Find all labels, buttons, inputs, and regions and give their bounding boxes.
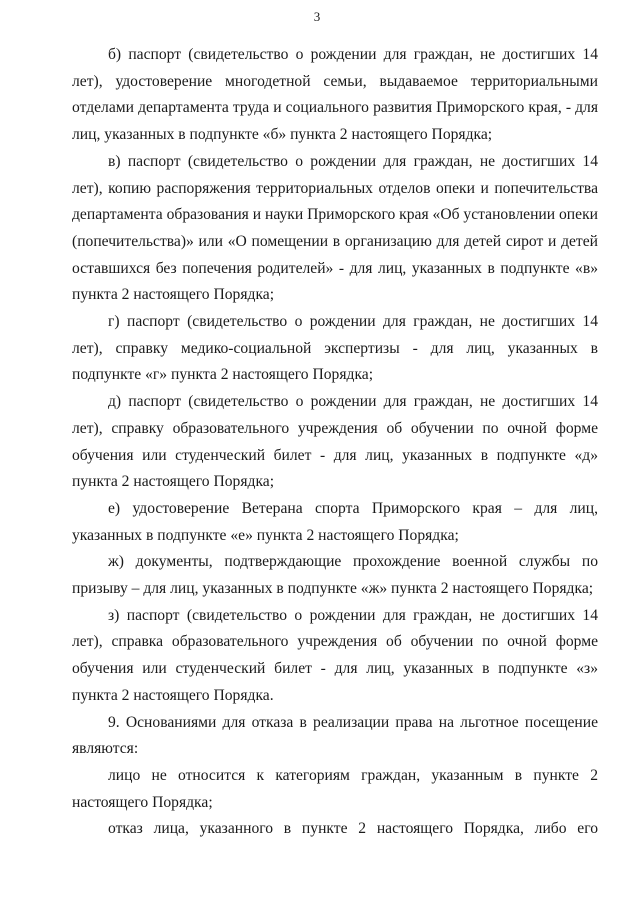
paragraph-9: 9. Основаниями для отказа в реализации права на льготное посещение являются: (72, 713, 598, 758)
paragraph-refusal-reason-2: отказ лица, указанного в пункте 2 настоящего Порядка, либо его (108, 820, 598, 838)
paragraph-e: е) удостоверение Ветерана спорта Приморского края – для лиц, указанных в подпункте «е» пункта 2 настоящего Порядка; (72, 499, 598, 544)
paragraph-zh: ж) документы, подтверждающие прохождение военной службы по призыву – для лиц, указанных в подпункте «ж» пункта 2 настоящего Порядка; (72, 553, 598, 598)
paragraph-d: д) паспорт (свидетельство о рождении для граждан, не достигших 14 лет), справку образовательного учреждения об обучении по очной форме обучения или студенческий билет - для лиц, указанных в подпункте «д» пункта 2 настоящего Порядка; (72, 393, 598, 491)
document-body (72, 42, 598, 843)
paragraph-z: з) паспорт (свидетельство о рождении для граждан, не достигших 14 лет), справка образовательного учреждения об обучении по очной форме обучения или студенческий билет - для лиц, указанных в подпункте «з» пункта 2 настоящего Порядка. (72, 606, 598, 704)
paragraph-v: в) паспорт (свидетельство о рождении для граждан, не достигших 14 лет), копию распоряжения территориальных отделов опеки и попечительства департамента образования и науки Приморского края «Об установлении опеки (попечительства)» или «О помещении в организацию для детей сирот и детей оставшихся без попечения родителей» - для лиц, указанных в подпункте «в» пункта 2 настоящего Порядка; (72, 152, 598, 304)
paragraph-b: б) паспорт (свидетельство о рождении для граждан, не достигших 14 лет), удостоверение многодетной семьи, выдаваемое территориальными отделами департамента труда и социального развития Приморского края, - для лиц, указанных в подпункте «б» пункта 2 настоящего Порядка; (72, 46, 598, 144)
paragraph-g: г) паспорт (свидетельство о рождении для граждан, не достигших 14 лет), справку медико-социальной экспертизы - для лиц, указанных в подпункте «г» пункта 2 настоящего Порядка; (72, 313, 598, 384)
paragraph-refusal-reason-1: лицо не относится к категориям граждан, указанным в пункте 2 настоящего Порядка; (72, 766, 598, 811)
page-number: 3 (313, 9, 321, 24)
